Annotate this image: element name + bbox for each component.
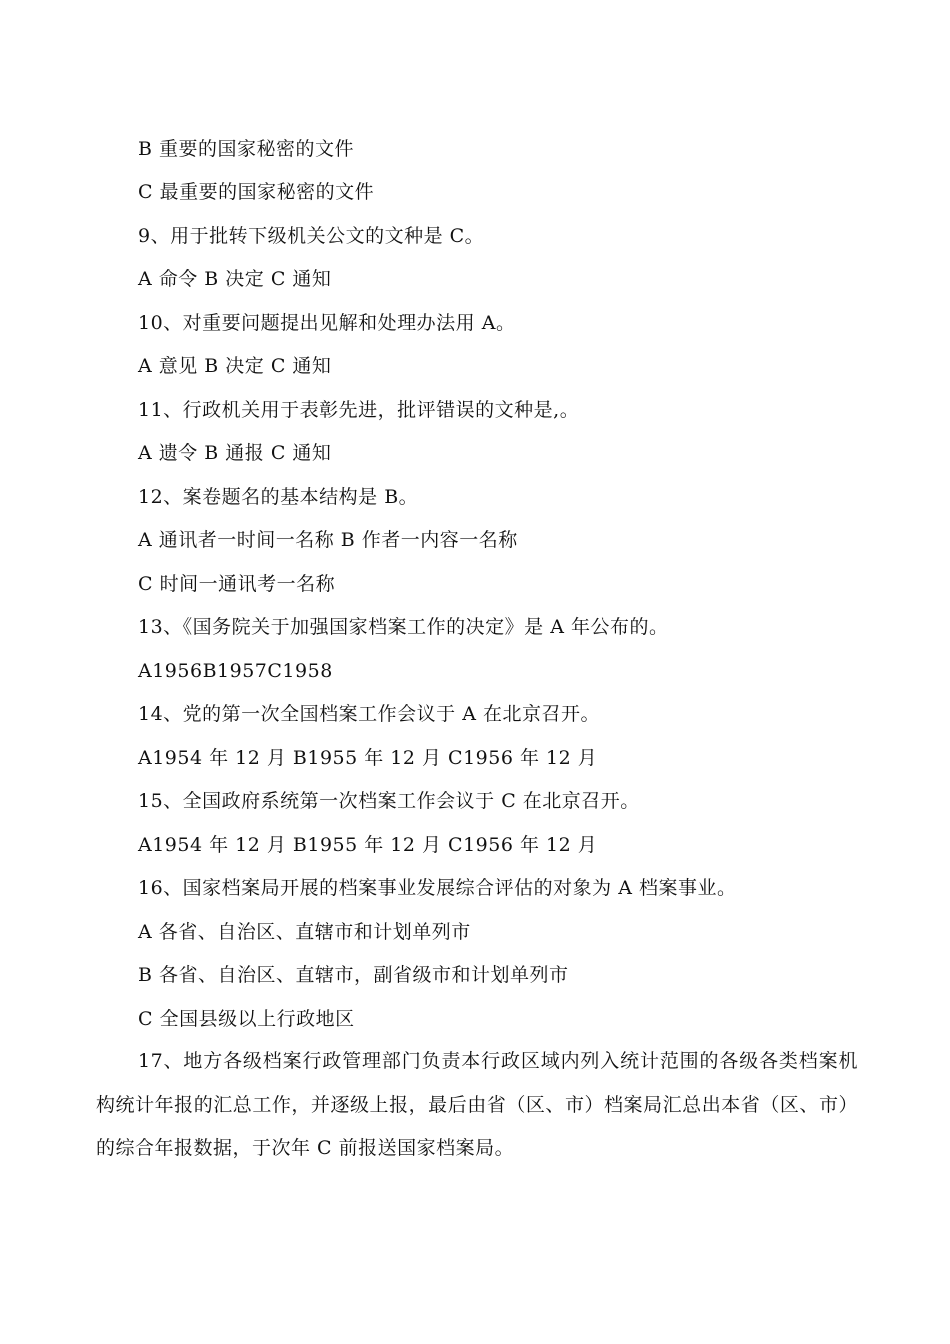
option-line: B 重要的国家秘密的文件 bbox=[138, 138, 355, 160]
question-line: 10、对重要问题提出见解和处理办法用 A。 bbox=[138, 312, 516, 334]
option-line: A 遗令 B 通报 C 通知 bbox=[138, 442, 332, 464]
question-paragraph-17: 17、地方各级档案行政管理部门负责本行政区域内列入统计范围的各级各类档案机构统计年报的汇总工作，并逐级上报，最后由省（区、市）档案局汇总出本省（区、市）的综合年报数据，于次年 C 前报送国家档案局。 bbox=[96, 1050, 858, 1159]
question-line: 13、《国务院关于加强国家档案工作的决定》是 A 年公布的。 bbox=[138, 616, 669, 638]
option-line: A 意见 B 决定 C 通知 bbox=[138, 355, 332, 377]
question-line: 14、党的第一次全国档案工作会议于 A 在北京召开。 bbox=[138, 703, 600, 725]
option-line: A1954 年 12 月 B1955 年 12 月 C1956 年 12 月 bbox=[138, 834, 598, 856]
option-line: A 通讯者一时间一名称 B 作者一内容一名称 bbox=[138, 529, 518, 551]
option-line: C 最重要的国家秘密的文件 bbox=[138, 181, 375, 203]
option-line: A 命令 B 决定 C 通知 bbox=[138, 268, 332, 290]
question-line: 15、全国政府系统第一次档案工作会议于 C 在北京召开。 bbox=[138, 790, 640, 812]
option-line: C 时间一通讯考一名称 bbox=[138, 573, 336, 595]
option-line: A1956B1957C1958 bbox=[138, 660, 333, 682]
option-line: B 各省、自治区、直辖市，副省级市和计划单列市 bbox=[138, 964, 569, 986]
option-line: A1954 年 12 月 B1955 年 12 月 C1956 年 12 月 bbox=[138, 747, 598, 769]
question-line: 16、国家档案局开展的档案事业发展综合评估的对象为 A 档案事业。 bbox=[138, 877, 737, 899]
option-line: C 全国县级以上行政地区 bbox=[138, 1008, 355, 1030]
question-line: 9、用于批转下级机关公文的文种是 C。 bbox=[138, 225, 485, 247]
question-line: 12、案卷题名的基本结构是 B。 bbox=[138, 486, 419, 508]
option-line: A 各省、自治区、直辖市和计划单列市 bbox=[138, 921, 471, 943]
question-line: 11、行政机关用于表彰先进，批评错误的文种是,。 bbox=[138, 399, 580, 421]
